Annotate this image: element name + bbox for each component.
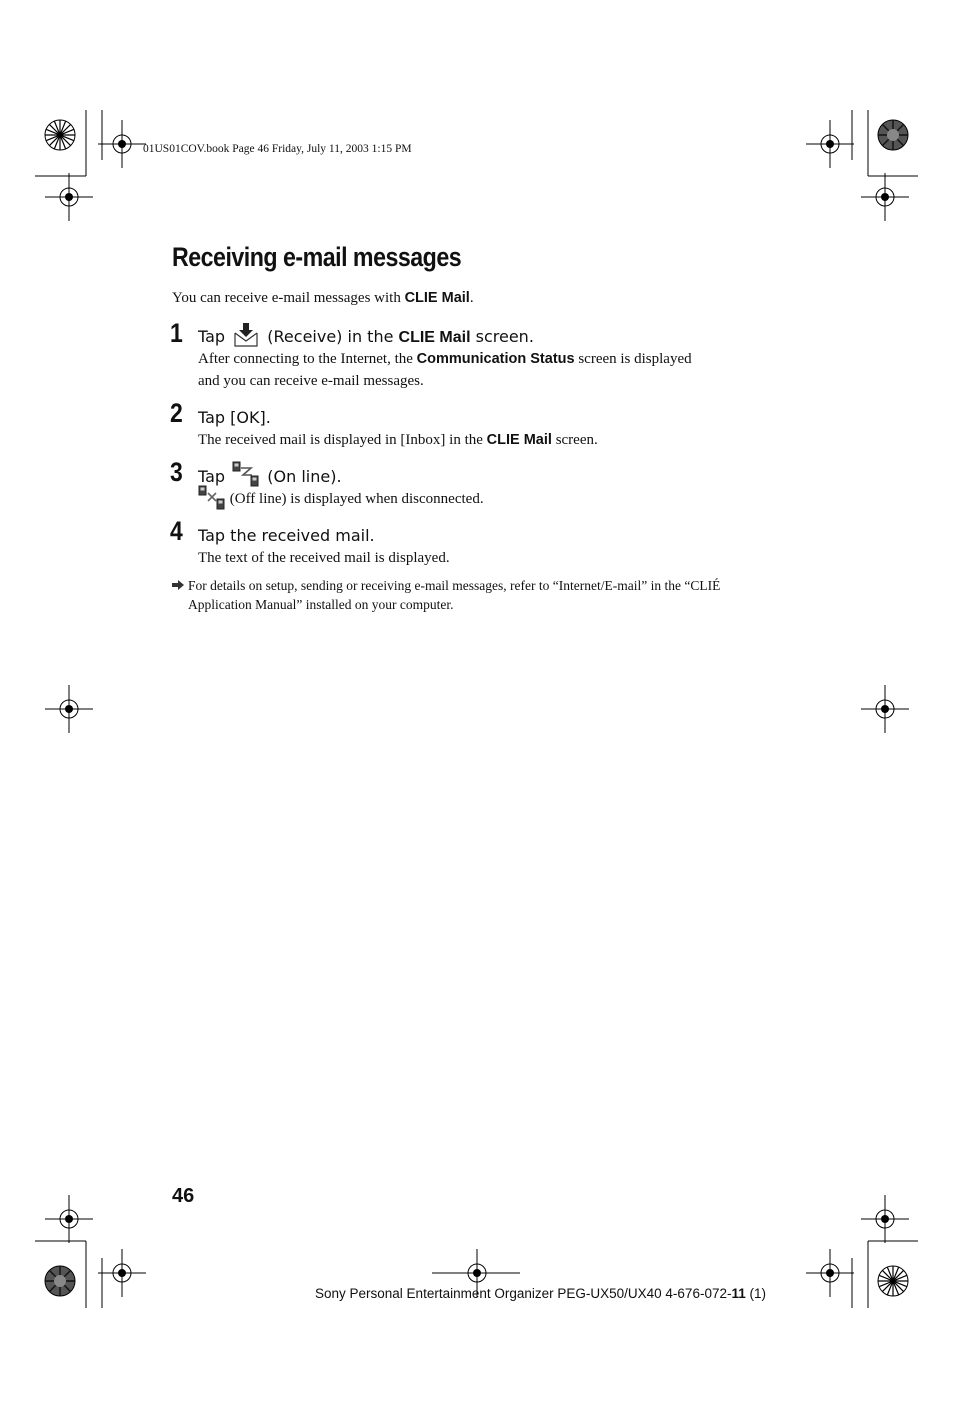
step-4-number: 4: [170, 516, 183, 546]
step-1-number: 1: [170, 318, 183, 348]
step-2-body: The received mail is displayed in [Inbox] in the CLIE Mail screen.: [198, 432, 598, 448]
step-1-heading: Tap (Receive) in the CLIE Mail screen.: [198, 327, 534, 348]
step-2-heading: Tap [OK].: [198, 408, 271, 427]
receive-mail-icon: [232, 322, 260, 348]
footer-product-info: Sony Personal Entertainment Organizer PEG-UX50/UX40 4-676-072-11 (1): [315, 1286, 766, 1301]
step-3-number: 3: [170, 457, 183, 487]
step-3-heading: Tap (On line).: [198, 467, 342, 487]
step-4-body: The text of the received mail is displayed.: [198, 550, 450, 566]
intro-text: You can receive e-mail messages with CLIE Mail.: [172, 290, 474, 306]
file-info-header: 01US01COV.book Page 46 Friday, July 11, 2003 1:15 PM: [143, 143, 412, 155]
online-icon: [232, 461, 260, 487]
reference-note: For details on setup, sending or receiving e-mail messages, refer to “Internet/E-mail” in the “CLIÉ Application Manual” installed on your computer.: [172, 576, 720, 614]
page-number: 46: [172, 1185, 195, 1207]
step-3-body: (Off line) is displayed when disconnected.: [198, 488, 484, 511]
step-4-heading: Tap the received mail.: [198, 526, 375, 545]
offline-icon: [198, 485, 226, 511]
page-title: Receiving e-mail messages: [172, 242, 462, 272]
step-1-body: After connecting to the Internet, the Communication Status screen is displayed and you can receive e-mail messages.: [198, 351, 692, 389]
step-2-number: 2: [170, 398, 183, 428]
arrow-icon: [172, 580, 184, 590]
